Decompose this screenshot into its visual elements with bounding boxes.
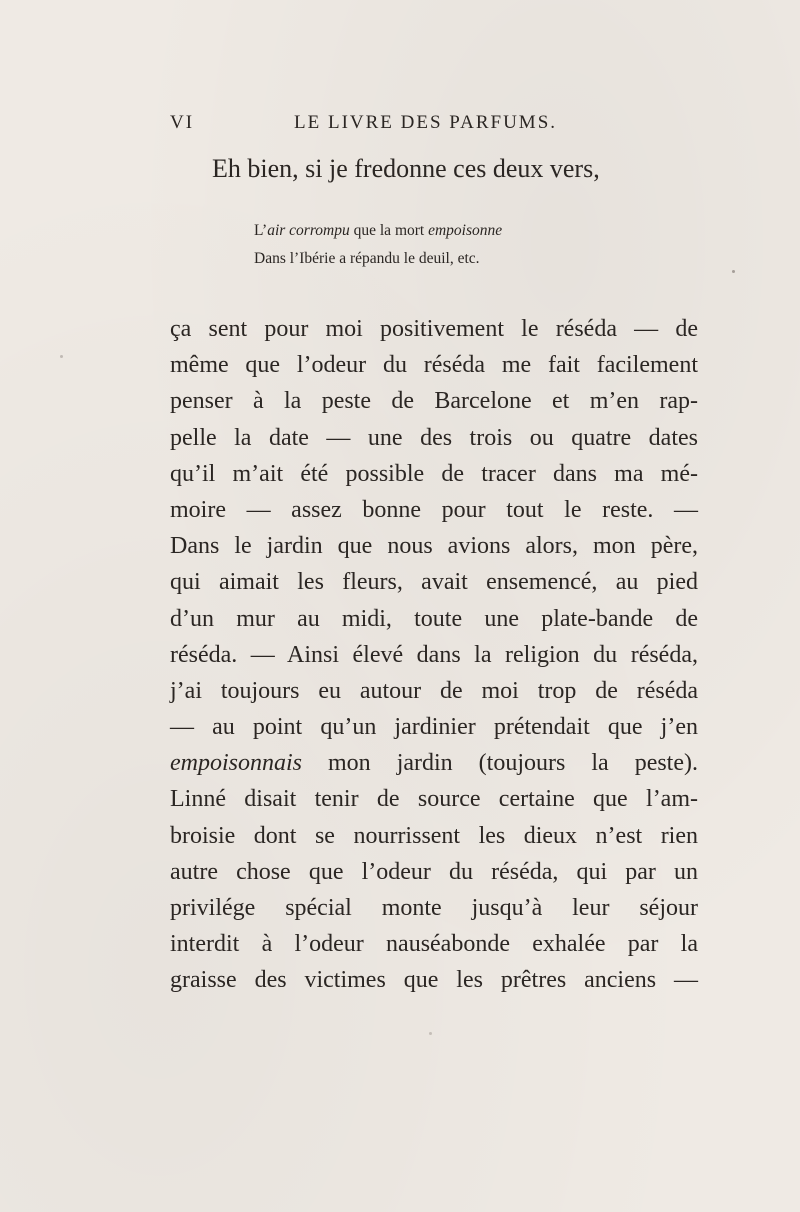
body-line-italic [170, 745, 698, 781]
page-number: VI [170, 112, 195, 133]
body-line: privilége spécial monte jusqu’à leur séjour [170, 895, 698, 921]
body-line: broisie dont se nourrissent les dieux n’est rien [170, 822, 698, 849]
body-line: autre chose que l’odeur du réséda, qui par un [170, 858, 698, 885]
verse-italic-2: empoisonne [428, 222, 503, 239]
body-line: — au point qu’un jardinier prétendait que j’en [170, 714, 698, 741]
verse-prefix: L’ [254, 222, 268, 239]
body-line: Linné disait tenir de source certaine que l’am- [170, 786, 698, 813]
body-line: penser à la peste de Barcelone et m’en rap- [170, 388, 698, 415]
paper-speck [732, 270, 735, 273]
body-line: moire — assez bonne pour tout le reste. — [170, 496, 698, 523]
paper-speck [429, 1032, 432, 1035]
verse-italic-1: air corrompu [267, 222, 350, 239]
body-line: interdit à l’odeur nauséabonde exhalée par la [170, 931, 698, 958]
page-header [170, 112, 690, 140]
running-title: LE LIVRE DES PARFUMS. [294, 112, 558, 133]
body-line: même que l’odeur du réséda me fait facilement [170, 352, 698, 379]
body-line: qu’il m’ait été possible de tracer dans ma mé- [170, 460, 698, 487]
body-line: d’un mur au midi, toute une plate-bande de [170, 605, 698, 632]
verse-middle: que la mort [349, 222, 429, 239]
verse-line-1 [254, 222, 502, 240]
italic-word: empoisonnais [170, 750, 302, 777]
body-line: réséda. — Ainsi élevé dans la religion du réséda, [170, 641, 698, 668]
body-line: Dans le jardin que nous avions alors, mon père, [170, 533, 698, 560]
body-line: qui aimait les fleurs, avait ensemencé, au pied [170, 569, 698, 596]
body-line: j’ai toujours eu autour de moi trop de réséda [170, 677, 698, 704]
body-line: graisse des victimes que les prêtres anciens — [170, 967, 698, 994]
body-line: pelle la date — une des trois ou quatre dates [170, 424, 698, 451]
verse-line-2: Dans l’Ibérie a répandu le deuil, etc. [254, 250, 480, 267]
intro-sentence: Eh bien, si je fredonne ces deux vers, [212, 154, 600, 183]
italic-line-rest: mon jardin (toujours la peste). [302, 750, 698, 777]
body-paragraph [170, 311, 698, 999]
body-line: ça sent pour moi positivement le réséda — de [170, 316, 698, 342]
paper-speck [60, 355, 63, 358]
